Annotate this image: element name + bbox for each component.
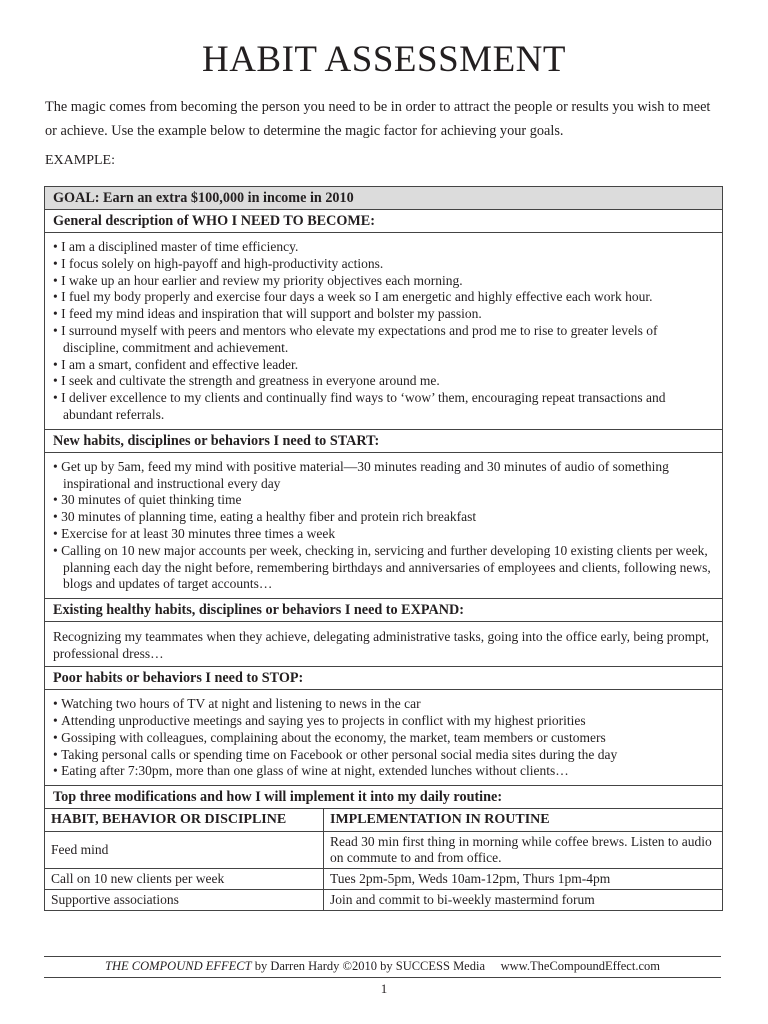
list-item: • I feed my mind ideas and inspiration that will support and bolster my passion.	[53, 306, 714, 323]
intro-paragraph: The magic comes from becoming the person you need to be in order to attract the people or results you wish to meet or achieve. Use the example below to determine the magic factor for achieving your goals.	[45, 99, 711, 139]
list-item: • I deliver excellence to my clients and continually find ways to ‘wow’ them, encouraging repeat transactions and abundant referrals.	[53, 390, 714, 424]
stop-section	[45, 690, 722, 786]
habit-assessment-form	[44, 186, 723, 911]
start-heading: New habits, disciplines or behaviors I need to START:	[45, 430, 722, 453]
copyright-text: by Darren Hardy ©2010 by SUCCESS Media	[251, 959, 485, 973]
start-section	[45, 453, 722, 599]
become-list	[53, 239, 714, 424]
list-item: • Gossiping with colleagues, complaining about the economy, the market, team members or customers	[53, 730, 714, 747]
become-section	[45, 233, 722, 430]
implementation-cell: Tues 2pm-5pm, Weds 10am-12pm, Thurs 1pm-4pm	[324, 869, 723, 890]
goal-heading: GOAL: Earn an extra $100,000 in income in 2010	[45, 187, 722, 210]
table-row	[45, 869, 722, 890]
habit-cell: Call on 10 new clients per week	[45, 869, 324, 890]
list-item: • I fuel my body properly and exercise four days a week so I am energetic and highly effective each work hour.	[53, 289, 714, 306]
habit-cell: Supportive associations	[45, 890, 324, 911]
list-item: • Exercise for at least 30 minutes three times a week	[53, 526, 714, 543]
list-item: • 30 minutes of quiet thinking time	[53, 492, 714, 509]
list-item: • Watching two hours of TV at night and listening to news in the car	[53, 696, 714, 713]
top-three-heading: Top three modifications and how I will implement it into my daily routine:	[45, 786, 722, 809]
stop-list	[53, 696, 714, 780]
list-item: • Get up by 5am, feed my mind with positive material—30 minutes reading and 30 minutes of audio of something inspirational and instructional every day	[53, 459, 714, 493]
list-item: • Calling on 10 new major accounts per week, checking in, servicing and further developing 10 existing clients per week, planning each day the night before, remembering birthdays and anniversaries of employees and clients, following news, blogs and updates of target accounts…	[53, 543, 714, 593]
page-title: HABIT ASSESSMENT	[201, 39, 567, 80]
list-item: • I am a disciplined master of time efficiency.	[53, 239, 714, 256]
column-header: IMPLEMENTATION IN ROUTINE	[324, 809, 723, 832]
habit-cell: Feed mind	[45, 832, 324, 869]
footer	[44, 956, 721, 978]
implementation-cell: Read 30 min first thing in morning while coffee brews. Listen to audio on commute to and from office.	[324, 832, 723, 869]
list-item: • Attending unproductive meetings and saying yes to projects in conflict with my highest priorities	[53, 713, 714, 730]
table-header-row	[45, 809, 722, 832]
example-label: EXAMPLE:	[45, 153, 115, 168]
website-link[interactable]: www.TheCompoundEffect.com	[500, 959, 660, 973]
table-row	[45, 832, 722, 869]
book-title: THE COMPOUND EFFECT	[105, 959, 252, 973]
stop-heading: Poor habits or behaviors I need to STOP:	[45, 667, 722, 690]
page-number: 1	[380, 981, 388, 996]
table-row	[45, 890, 722, 911]
start-list	[53, 459, 714, 593]
become-heading: General description of WHO I NEED TO BECOME:	[45, 210, 722, 233]
list-item: • I surround myself with peers and mentors who elevate my expectations and prod me to rise to greater levels of discipline, commitment and achievement.	[53, 323, 714, 357]
implementation-cell: Join and commit to bi-weekly mastermind forum	[330, 892, 595, 908]
list-item: • Eating after 7:30pm, more than one glass of wine at night, extended lunches without clients…	[53, 763, 714, 780]
list-item: • I focus solely on high-payoff and high-productivity actions.	[53, 256, 714, 273]
list-item: • I am a smart, confident and effective leader.	[53, 357, 714, 374]
implementation-table	[45, 809, 722, 910]
expand-text: Recognizing my teammates when they achieve, delegating administrative tasks, going into the office early, being prompt, professional dress…	[45, 622, 722, 667]
list-item: • I seek and cultivate the strength and greatness in everyone around me.	[53, 373, 714, 390]
expand-heading: Existing healthy habits, disciplines or behaviors I need to EXPAND:	[45, 599, 722, 622]
list-item: • Taking personal calls or spending time on Facebook or other personal social media sites during the day	[53, 747, 714, 764]
list-item: • 30 minutes of planning time, eating a healthy fiber and protein rich breakfast	[53, 509, 714, 526]
list-item: • I wake up an hour earlier and review my priority objectives each morning.	[53, 273, 714, 290]
column-header: HABIT, BEHAVIOR OR DISCIPLINE	[45, 809, 324, 832]
